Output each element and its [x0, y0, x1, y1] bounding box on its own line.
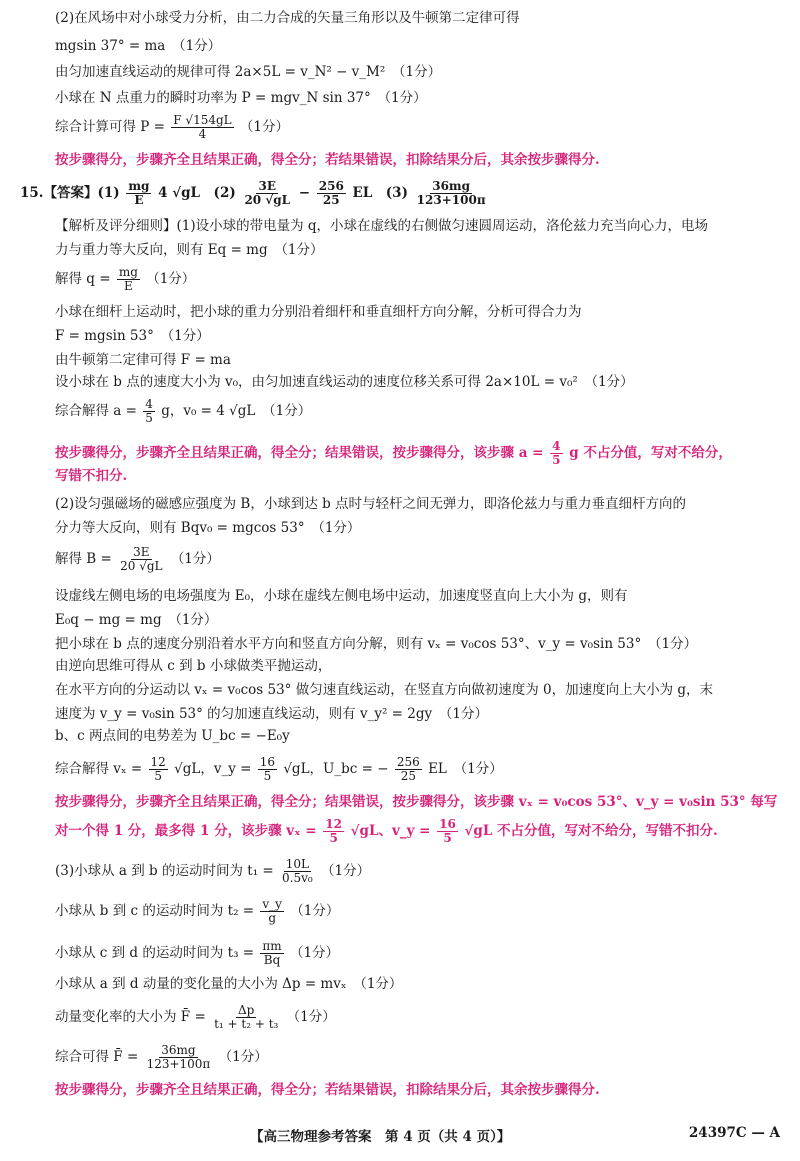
- text-line: 设虚线左侧电场的电场强度为 E₀，小球在虚线左侧电场中运动，加速度竖直向上大小为 g，则有: [55, 588, 628, 604]
- fraction: [149, 756, 168, 783]
- denominator: E: [123, 279, 133, 293]
- formula-line: [55, 1044, 782, 1071]
- text: 小球从 c 到 d 的运动时间为 t₃ =: [55, 945, 255, 961]
- fraction: [260, 898, 284, 925]
- text-line: 设小球在 b 点的速度大小为 v₀，由匀加速直线运动的速度位移关系可得 2a×10L = v₀² （1分）: [55, 374, 634, 390]
- denominator: 123+100π: [416, 193, 486, 207]
- formula-line: [55, 898, 782, 925]
- text: 对一个得 1 分，最多得 1 分，该步骤 vₓ =: [55, 823, 317, 839]
- text: （1分）: [289, 945, 340, 961]
- numerator: πm: [262, 939, 282, 953]
- fraction: [118, 546, 164, 573]
- denominator: 5: [263, 769, 272, 783]
- scoring-note: 写错不扣分.: [55, 468, 128, 484]
- numerator: 4: [145, 397, 153, 411]
- fraction: [550, 440, 562, 467]
- denominator: 20 √gL: [244, 193, 291, 207]
- fraction: [395, 756, 422, 783]
- text-line: 小球在细杆上运动时，把小球的重力分别沿着细杆和垂直细杆方向分解，分析可得合力为: [55, 304, 582, 320]
- denominator: 5: [329, 831, 338, 845]
- denominator: 123+100π: [146, 1057, 211, 1071]
- text: √gL 不占分值，写对不给分，写错不扣分.: [464, 823, 718, 839]
- denominator: 0.5v₀: [282, 871, 313, 885]
- text: 4 √gL (2): [158, 185, 236, 201]
- text: 综合解得 vₓ =: [55, 761, 143, 777]
- text: 解得 q =: [55, 271, 111, 287]
- formula-line: [55, 858, 782, 885]
- text: 综合解得 a =: [55, 403, 137, 419]
- formula-line: [55, 114, 782, 141]
- text-line: (2)在风场中对小球受力分析，由二力合成的矢量三角形以及牛顿第二定律可得: [55, 10, 520, 26]
- numerator: 256: [396, 755, 420, 769]
- text: （1分）: [239, 119, 290, 135]
- text-line: 力与重力等大反向，则有 Eq = mg （1分）: [55, 242, 324, 258]
- text: （1分）: [286, 1009, 336, 1025]
- fraction: [242, 180, 292, 207]
- fraction: [126, 180, 151, 207]
- denominator: E: [134, 193, 144, 207]
- text: （1分）: [321, 863, 371, 879]
- denominator: 5: [443, 831, 452, 845]
- fraction: [212, 1004, 280, 1031]
- text-line: 由逆向思维可得从 c 到 b 小球做类平抛运动，: [55, 658, 332, 674]
- denominator: 5: [552, 453, 561, 467]
- fraction: [317, 180, 346, 207]
- numerator: 256: [318, 179, 344, 193]
- text: 15.【答案】(1): [20, 185, 120, 201]
- text-line: 在水平方向的分运动以 vₓ = v₀cos 53° 做匀速直线运动，在竖直方向做初速度为 0，加速度向上大小为 g，末: [55, 682, 714, 698]
- text-line: b、c 两点间的电势差为 U_bc = −E₀y: [55, 728, 290, 744]
- formula-line: [55, 940, 782, 967]
- denominator: 25: [400, 769, 416, 783]
- numerator: 36mg: [432, 179, 471, 193]
- text-line: 速度为 v_y = v₀sin 53° 的匀加速直线运动，则有 v_y² = 2gy （1分）: [55, 706, 488, 722]
- denominator: 20 √gL: [120, 559, 163, 573]
- text: √gL，U_bc = −: [283, 761, 389, 777]
- numerator: mg: [128, 179, 150, 193]
- text: (3)小球从 a 到 b 的运动时间为 t₁ =: [55, 863, 274, 879]
- fraction: [258, 756, 277, 783]
- numerator: v_y: [262, 897, 282, 911]
- text: g，v₀ = 4 √gL （1分）: [161, 403, 312, 419]
- fraction: [117, 266, 140, 293]
- text: g 不占分值，写对不给分，: [569, 445, 732, 461]
- fraction: [260, 940, 283, 967]
- numerator: 10L: [285, 857, 309, 871]
- footer-code: 24397C — A: [688, 1125, 780, 1141]
- text: √gL、v_y =: [350, 823, 431, 839]
- text: 小球从 b 到 c 的运动时间为 t₂ =: [55, 903, 255, 919]
- numerator: 36mg: [161, 1043, 196, 1057]
- formula-line: [55, 398, 782, 425]
- text: （1分）: [170, 551, 220, 567]
- fraction: [143, 398, 155, 425]
- text-line: 由牛顿第二定律可得 F = ma: [55, 352, 231, 368]
- denominator: 4: [198, 127, 207, 141]
- denominator: Bq: [263, 953, 281, 967]
- text: （1分）: [218, 1049, 268, 1065]
- denominator: g: [268, 911, 277, 925]
- text-line: 分力等大反向，则有 Bqv₀ = mgcos 53° （1分）: [55, 520, 361, 536]
- text: 动量变化率的大小为 F̄ =: [55, 1009, 206, 1025]
- formula-line: [55, 756, 782, 783]
- numerator: Δp: [238, 1003, 255, 1017]
- numerator: 3E: [133, 545, 150, 559]
- numerator: 16: [439, 817, 456, 831]
- fraction: [171, 114, 233, 141]
- scoring-note: 按步骤得分，步骤齐全且结果正确，得全分；若结果错误，扣除结果分后，其余按步骤得分.: [55, 1082, 600, 1098]
- text: 按步骤得分，步骤齐全且结果正确，得全分；结果错误，按步骤得分，该步骤 a =: [55, 445, 544, 461]
- text-line: 小球在 N 点重力的瞬时功率为 P = mgv_N sin 37° （1分）: [55, 90, 427, 106]
- text: 综合计算可得 P =: [55, 119, 165, 135]
- scoring-note: 按步骤得分，步骤齐全且结果正确，得全分；若结果错误，扣除结果分后，其余按步骤得分.: [55, 152, 600, 168]
- numerator: F √154gL: [173, 113, 232, 127]
- scoring-note: [55, 440, 782, 467]
- numerator: mg: [118, 265, 138, 279]
- scoring-note: [55, 818, 782, 845]
- text: （1分）: [146, 271, 196, 287]
- scoring-note: 按步骤得分，步骤齐全且结果正确，得全分；结果错误，按步骤得分，该步骤 vₓ = v₀cos 53°、v_y = v₀sin 53° 每写: [55, 794, 778, 810]
- fraction: [415, 180, 488, 207]
- text-line: 【解析及评分细则】(1)设小球的带电量为 q，小球在虚线的右侧做匀速圆周运动，洛伦兹力充当向心力，电场: [55, 218, 709, 234]
- text-line: 由匀加速直线运动的规律可得 2a×5L = v_N² − v_M² （1分）: [55, 64, 442, 80]
- text: 综合可得 F̄ =: [55, 1049, 139, 1065]
- text: EL (3): [352, 185, 408, 201]
- text: （1分）: [290, 903, 340, 919]
- text-line: 把小球在 b 点的速度分别沿着水平方向和竖直方向分解，则有 vₓ = v₀cos 53°、v_y = v₀sin 53° （1分）: [55, 636, 698, 652]
- text: EL （1分）: [428, 761, 503, 777]
- numerator: 3E: [258, 179, 276, 193]
- numerator: 16: [259, 755, 276, 769]
- formula-line: [55, 266, 782, 293]
- numerator: 12: [325, 817, 342, 831]
- numerator: 12: [150, 755, 166, 769]
- fraction: [323, 818, 344, 845]
- answer-line: [20, 180, 782, 207]
- text-line: (2)设匀强磁场的磁感应强度为 B，小球到达 b 点时与轻杆之间无弹力，即洛伦兹力与重力垂直细杆方向的: [55, 496, 687, 512]
- text: √gL，v_y =: [174, 761, 252, 777]
- text: 解得 B =: [55, 551, 112, 567]
- denominator: 25: [322, 193, 340, 207]
- text-line: F = mgsin 53° （1分）: [55, 328, 210, 344]
- text: −: [298, 185, 311, 201]
- fraction: [437, 818, 458, 845]
- numerator: 4: [552, 439, 561, 453]
- fraction: [145, 1044, 213, 1071]
- fraction: [280, 858, 315, 885]
- denominator: 5: [145, 411, 153, 425]
- text-line: 小球从 a 到 d 动量的变化量的大小为 Δp = mvₓ （1分）: [55, 976, 403, 992]
- formula-line: [55, 1004, 782, 1031]
- denominator: 5: [154, 769, 162, 783]
- denominator: t₁ + t₂ + t₃: [214, 1017, 279, 1031]
- text-line: E₀q − mg = mg （1分）: [55, 612, 218, 628]
- text-line: mgsin 37° = ma （1分）: [55, 38, 222, 54]
- formula-line: [55, 546, 782, 573]
- footer-title: 【高三物理参考答案 第 4 页（共 4 页）】: [250, 1129, 511, 1145]
